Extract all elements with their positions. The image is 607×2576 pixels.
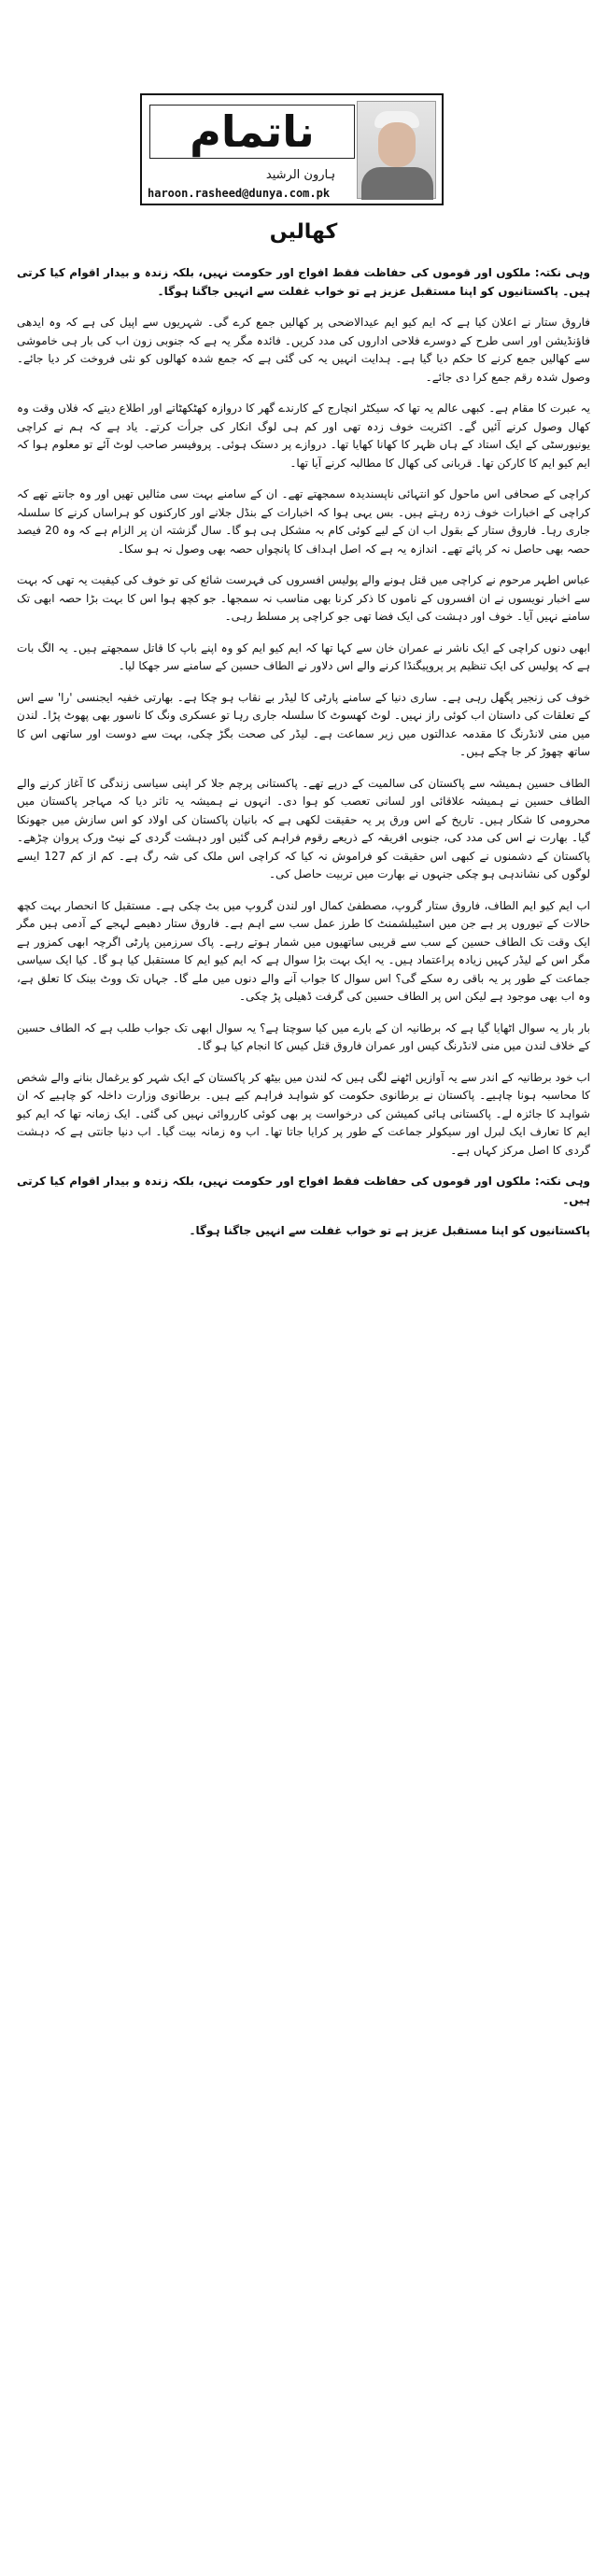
- article-paragraph: کراچی کے صحافی اس ماحول کو انتہائی ناپسندیدہ سمجھتے تھے۔ ان کے سامنے بہت سی مثالیں تھیں اور وہ جانتے تھے کہ کراچی کے اخبارات خوف زدہ رہتے ہیں۔ بس یہی ہوا کہ اخبارات کے بنڈل جلانے اور کارکنوں کو ہراساں کرنے کا سلسلہ جاری رہا۔ فاروق ستار کے بقول اب ان کے لیے کوئی کام بہ مشکل ہی ہو گا۔ سال گزشتہ ان پر الزام ہے کہ وہ 20 فیصد حصہ بھی حاصل نہ کر پائے تھے۔ اندازہ یہ ہے کہ اصل اہداف کا پانچواں حصہ بھی وصول نہ ہو سکا۔: [17, 487, 590, 556]
- article-paragraph: فاروق ستار نے اعلان کیا ہے کہ ایم کیو ایم عیدالاضحی پر کھالیں جمع کرے گی۔ شہریوں سے اپیل کی ہے کہ وہ ایدھی فاؤنڈیشن اور اسی طرح کے دوسرے فلاحی اداروں کی مدد کریں۔ فائدہ مگر یہ ہے کہ جنوبی زون اب کی بار ہی خاموشی سے کھالیں جمع کرنے کا حکم دیا گیا ہے۔ ہدایت انہیں یہ کی گئی ہے کہ جمع شدہ کھالوں کو نئی فروخت کر دیا جائے۔ وصول شدہ رقم جمع کرا دی جائے۔: [17, 316, 590, 384]
- article-paragraph: ابھی دنوں کراچی کے ایک ناشر نے عمران خان سے کہا تھا کہ ایم کیو ایم کو وہ اپنے باپ کا قاتل سمجھتے ہیں۔ یہ الگ بات ہے کہ پولیس کی ایک تنظیم پر پروپیگنڈا کرنے والے اس دلاور نے الطاف حسین کے سامنے سر جھکا لیا۔: [17, 640, 590, 672]
- article-paragraph: عباس اطہر مرحوم نے کراچی میں قتل ہونے والے پولیس افسروں کی فہرست شائع کی تو خوف کی کیفیت یہ تھی کہ بہت سے اخبار نویسوں نے ان افسروں کے ناموں کا ذکر کرنا بھی مناسب نہ سمجھا۔ جو کچھ ہوا اس کا بہت بڑا حصہ ابھی تک سامنے نہیں آیا۔ خوف اور دہشت کی ایک فضا تھی جو کراچی پر مسلط رہی۔: [17, 573, 590, 623]
- article-paragraph: یہ عبرت کا مقام ہے۔ کبھی عالم یہ تھا کہ سیکٹر انچارج کے کارندے گھر کا دروازہ کھٹکھٹاتے اور اطلاع دیتے کہ فلاں وقت وہ کھال وصول کرنے آئیں گے۔ اکثریت خوف زدہ تھی اور کم ہی لوگ انکار کی جرأت کرتے۔ یاد ہے کہ ہم نے کراچی یونیورسٹی کے ایک استاد کے ہاں ظہر کا کھانا کھایا تھا۔ دروازے پر دستک ہوئی۔ پروفیسر صاحب لوٹ آئے تو معلوم ہوا کہ ایم کیو ایم کا کارکن تھا۔ قربانی کی کھال کا مطالبہ کرنے آیا تھا۔: [17, 401, 590, 470]
- article-paragraph: خوف کی زنجیر پگھل رہی ہے۔ ساری دنیا کے سامنے پارٹی کا لیڈر بے نقاب ہو چکا ہے۔ بھارتی خفیہ ایجنسی 'را' سے اس کے تعلقات کی داستان اب کوئی راز نہیں۔ لوٹ کھسوٹ کا سلسلہ جاری رہا تو عسکری ونگ کا ناسور بھی پھوٹ پڑا۔ لندن میں منی لانڈرنگ کا مقدمہ عدالتوں میں زیر سماعت ہے۔ لیڈر کی صحت بگڑ چکی، بہت سے دوست اور ساتھی اس کا ساتھ چھوڑ کر جا چکے ہیں۔: [17, 690, 590, 758]
- article-body: [17, 264, 590, 1254]
- article-title: کھالیں: [269, 220, 338, 244]
- article-paragraph: بار بار یہ سوال اٹھایا گیا ہے کہ برطانیہ ان کے بارے میں کیا سوچتا ہے؟ یہ سوال ابھی تک جواب طلب ہے کہ الطاف حسین کے خلاف لندن میں منی لانڈرنگ کیس اور عمران فاروق قتل کیس کا انجام کیا ہو گا۔: [17, 1021, 590, 1052]
- closing-line: وہی نکتہ: ملکوں اور قوموں کی حفاظت فقط افواج اور حکومت نہیں، بلکہ زندہ و بیدار اقوام کیا کرتی ہیں۔: [17, 1175, 590, 1206]
- column-logo-box: [149, 105, 355, 159]
- author-name: ہارون الرشید: [265, 168, 336, 182]
- closing-note: [17, 1173, 590, 1241]
- closing-line: پاکستانیوں کو اپنا مستقبل عزیز ہے تو خواب غفلت سے انہیں جاگنا ہوگا۔: [189, 1224, 590, 1237]
- article-paragraph: اب ایم کیو ایم الطاف، فاروق ستار گروپ، مصطفیٰ کمال اور لندن گروپ میں بٹ چکی ہے۔ مستقبل کا انحصار بہت کچھ حالات کے تیوروں پر ہے جن میں اسٹیبلشمنٹ کا طرز عمل سب سے اہم ہے۔ فاروق ستار دھیمے لہجے کے آدمی ہیں مگر ایک وقت تک الطاف حسین کے سب سے قریبی ساتھیوں میں شمار ہوتے رہے۔ پاک سرزمین پارٹی اگرچہ ابھی کمزور ہے مگر اس کے لیڈر کہیں زیادہ پراعتماد ہیں۔ یہ ایک بہت بڑا سوال ہے کہ ایم کیو ایم کا مستقبل کیا ہو گا۔ کیا ایک سیاسی جماعت کے طور پر یہ باقی رہ سکے گی؟ اس سوال کا جواب آنے والے دنوں میں ملے گا۔ جہاں تک ووٹ بینک کا تعلق ہے، وہ اب بھی موجود ہے لیکن اس پر الطاف حسین کی گرفت ڈھیلی پڑ چکی۔: [17, 898, 590, 1003]
- column-logo: ناتمام: [190, 106, 315, 157]
- article-paragraph: اب خود برطانیہ کے اندر سے یہ آوازیں اٹھنے لگی ہیں کہ لندن میں بیٹھ کر پاکستان کے ایک شہر کو یرغمال بنانے والے شخص کا محاسبہ ہونا چاہیے۔ پاکستان نے برطانوی حکومت کو شواہد فراہم کیے ہیں۔ برطانوی وزارت داخلہ کو چاہیے کہ ان شواہد کا جائزہ لے۔ پاکستانی ہائی کمیشن کی درخواست پر بھی کوئی کارروائی نہیں کی گئی۔ ایک زمانہ تھا کہ ایم کیو ایم کا تعارف ایک لبرل اور سیکولر جماعت کے طور پر کرایا جاتا تھا۔ اب وہ زمانہ بیت گیا۔ اب دنیا جانتی ہے کہ دہشت گردی کا اصل مرکز کہاں ہے۔: [17, 1070, 590, 1157]
- column-masthead: [140, 93, 444, 205]
- author-portrait-image: [357, 101, 436, 199]
- portrait-shirt: [361, 167, 433, 200]
- article-paragraph: وہی نکتہ: ملکوں اور قوموں کی حفاظت فقط افواج اور حکومت نہیں، بلکہ زندہ و بیدار اقوام کیا کرتی ہیں۔ پاکستانیوں کو اپنا مستقبل عزیز ہے تو خواب غفلت سے انہیں جاگنا ہوگا۔: [17, 266, 590, 298]
- author-email: haroon.rasheed@dunya.com.pk: [148, 187, 331, 200]
- portrait-face: [378, 122, 416, 167]
- article-paragraph: الطاف حسین ہمیشہ سے پاکستان کی سالمیت کے درپے تھے۔ پاکستانی پرچم جلا کر اپنی سیاسی زندگی کا آغاز کرنے والے الطاف حسین نے ہمیشہ علاقائی اور لسانی تعصب کو ہوا دی۔ انہوں نے ہمیشہ یہ تاثر دیا کہ مہاجر پاکستان میں محرومی کا شکار ہیں۔ تاریخ کے اس ورق پر یہ حقیقت لکھی ہے کہ بانیان پاکستان کی اولاد کو اس سازش میں جھونکا گیا۔ بھارت نے اس کی مدد کی، جنوبی افریقہ کے ذریعے رقوم فراہم کی گئیں اور دہشت گردی کے نیٹ ورک پروان چڑھے۔ پاکستان کے دشمنوں نے کبھی اس حقیقت کو فراموش نہ کیا کہ کراچی اس ملک کی شہ رگ ہے۔ کم از کم 127 ایسے لوگوں کی نشاندہی ہو چکی جنہوں نے بھارت میں تربیت حاصل کی۔: [17, 776, 590, 880]
